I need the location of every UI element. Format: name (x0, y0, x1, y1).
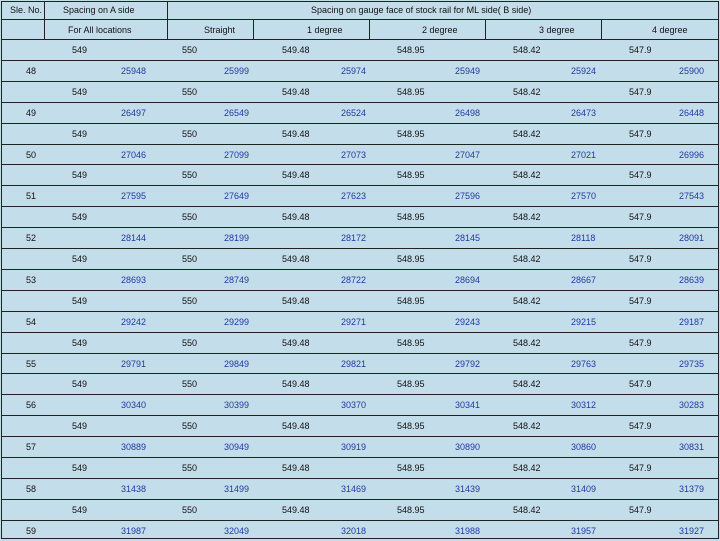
row-value: 27570 (571, 191, 597, 201)
row-mid-line (2, 311, 718, 312)
row-value: 28199 (224, 233, 250, 243)
row-value: 28693 (121, 275, 147, 285)
spacing-value: 548.95 (397, 87, 425, 97)
spacing-value: 547.9 (629, 463, 652, 473)
spacing-value: 549.48 (282, 338, 310, 348)
row-number: 54 (26, 317, 37, 327)
row-value: 30370 (341, 400, 367, 410)
row-number: 57 (26, 442, 37, 452)
row-value: 30949 (224, 442, 250, 452)
spacing-value: 548.42 (513, 45, 541, 55)
spacing-value: 549.48 (282, 505, 310, 515)
spacing-value: 548.42 (513, 87, 541, 97)
spacing-value: 549 (72, 296, 88, 306)
spacing-value: 548.42 (513, 170, 541, 180)
spacing-value: 550 (182, 45, 198, 55)
header-2-degree: 2 degree (422, 25, 458, 35)
row-line (2, 81, 718, 82)
row-line (2, 164, 718, 165)
row-mid-line (2, 60, 718, 61)
spacing-value: 548.42 (513, 129, 541, 139)
spacing-value: 549 (72, 212, 88, 222)
spacing-value: 548.95 (397, 505, 425, 515)
row-value: 31469 (341, 484, 367, 494)
spacing-value: 548.42 (513, 338, 541, 348)
row-line (2, 206, 718, 207)
spacing-value: 549.48 (282, 212, 310, 222)
spacing-value: 549.48 (282, 254, 310, 264)
spacing-value: 548.42 (513, 463, 541, 473)
spacing-value: 548.95 (397, 254, 425, 264)
row-value: 31409 (571, 484, 597, 494)
row-value: 29792 (455, 359, 481, 369)
spacing-value: 547.9 (629, 87, 652, 97)
row-line (2, 457, 718, 458)
spacing-value: 548.95 (397, 379, 425, 389)
spacing-value: 547.9 (629, 421, 652, 431)
row-value: 29849 (224, 359, 250, 369)
header-straight: Straight (204, 25, 236, 35)
spacing-value: 548.95 (397, 129, 425, 139)
spacing-value: 547.9 (629, 170, 652, 180)
row-value: 25948 (121, 66, 147, 76)
row-value: 31988 (455, 526, 481, 536)
row-value: 28722 (341, 275, 367, 285)
row-value: 30399 (224, 400, 250, 410)
row-value: 27623 (341, 191, 367, 201)
header-gauge-face: Spacing on gauge face of stock rail for ML side( B side) (311, 5, 532, 15)
spacing-value: 550 (182, 421, 198, 431)
row-mid-line (2, 144, 718, 145)
row-line (2, 499, 718, 500)
row-value: 27596 (455, 191, 481, 201)
row-mid-line (2, 436, 718, 437)
row-value: 30341 (455, 400, 481, 410)
spacing-value: 549 (72, 421, 88, 431)
row-value: 27543 (679, 191, 705, 201)
row-mid-line (2, 269, 718, 270)
spacing-value: 549 (72, 338, 88, 348)
row-mid-line (2, 394, 718, 395)
row-value: 32049 (224, 526, 250, 536)
spacing-value: 550 (182, 338, 198, 348)
spacing-value: 547.9 (629, 296, 652, 306)
row-number: 48 (26, 66, 37, 76)
spacing-value: 548.95 (397, 421, 425, 431)
row-value: 30340 (121, 400, 147, 410)
header-1-degree: 1 degree (307, 25, 343, 35)
row-value: 26996 (679, 150, 705, 160)
row-number: 56 (26, 400, 37, 410)
spacing-value: 548.42 (513, 212, 541, 222)
spacing-value: 547.9 (629, 379, 652, 389)
header-a-side: Spacing on A side (63, 5, 135, 15)
row-value: 26497 (121, 108, 147, 118)
row-line (2, 248, 718, 249)
spacing-value: 549.48 (282, 129, 310, 139)
spacing-value: 548.95 (397, 463, 425, 473)
row-value: 30831 (679, 442, 705, 452)
row-value: 29821 (341, 359, 367, 369)
header-all-locations: For All locations (68, 25, 132, 35)
spacing-value: 550 (182, 379, 198, 389)
row-value: 27099 (224, 150, 250, 160)
spacing-value: 548.95 (397, 296, 425, 306)
spacing-value: 549 (72, 170, 88, 180)
header-sr-no: Sle. No. (10, 5, 43, 15)
spacing-value: 547.9 (629, 254, 652, 264)
spacing-value: 547.9 (629, 338, 652, 348)
spacing-value: 548.95 (397, 212, 425, 222)
row-value: 28091 (679, 233, 705, 243)
row-value: 31438 (121, 484, 147, 494)
row-value: 29243 (455, 317, 481, 327)
row-value: 29791 (121, 359, 147, 369)
row-value: 29735 (679, 359, 705, 369)
spacing-value: 547.9 (629, 45, 652, 55)
row-line (2, 123, 718, 124)
row-value: 31379 (679, 484, 705, 494)
spacing-value: 549.48 (282, 45, 310, 55)
header-4-degree: 4 degree (652, 25, 688, 35)
row-value: 26498 (455, 108, 481, 118)
row-value: 31499 (224, 484, 250, 494)
row-value: 28172 (341, 233, 367, 243)
row-value: 30312 (571, 400, 597, 410)
row-value: 26473 (571, 108, 597, 118)
spacing-value: 549 (72, 254, 88, 264)
row-value: 25999 (224, 66, 250, 76)
spacing-value: 550 (182, 296, 198, 306)
spacing-value: 549 (72, 505, 88, 515)
row-value: 30919 (341, 442, 367, 452)
row-mid-line (2, 185, 718, 186)
row-number: 59 (26, 526, 37, 536)
row-value: 27649 (224, 191, 250, 201)
spacing-value: 547.9 (629, 505, 652, 515)
spacing-value: 550 (182, 463, 198, 473)
row-value: 29271 (341, 317, 367, 327)
row-value: 26448 (679, 108, 705, 118)
header-3-degree: 3 degree (539, 25, 575, 35)
header-bottom-line (2, 39, 718, 40)
col-line-1deg (369, 19, 370, 39)
row-value: 31439 (455, 484, 481, 494)
row-mid-line (2, 478, 718, 479)
row-value: 27021 (571, 150, 597, 160)
spacing-value: 548.42 (513, 296, 541, 306)
row-number: 51 (26, 191, 37, 201)
spacing-value: 548.42 (513, 379, 541, 389)
row-value: 28639 (679, 275, 705, 285)
row-value: 27595 (121, 191, 147, 201)
spacing-value: 549 (72, 379, 88, 389)
row-value: 31987 (121, 526, 147, 536)
spacing-value: 549.48 (282, 463, 310, 473)
row-number: 53 (26, 275, 37, 285)
header-divider (2, 19, 718, 20)
spacing-value: 548.95 (397, 45, 425, 55)
spacing-value: 550 (182, 170, 198, 180)
row-number: 50 (26, 150, 37, 160)
spacing-value: 549.48 (282, 87, 310, 97)
col-line-straight (253, 19, 254, 39)
row-value: 30890 (455, 442, 481, 452)
col-line-sr (44, 2, 45, 39)
row-line (2, 415, 718, 416)
row-mid-line (2, 227, 718, 228)
row-value: 27047 (455, 150, 481, 160)
row-mid-line (2, 102, 718, 103)
row-value: 25900 (679, 66, 705, 76)
row-value: 30889 (121, 442, 147, 452)
row-value: 28118 (571, 233, 596, 243)
row-mid-line (2, 520, 718, 521)
row-line (2, 332, 718, 333)
row-number: 52 (26, 233, 37, 243)
spacing-value: 549.48 (282, 421, 310, 431)
spacing-value: 549.48 (282, 170, 310, 180)
row-line (2, 373, 718, 374)
row-value: 28145 (455, 233, 481, 243)
spacing-value: 550 (182, 254, 198, 264)
col-line-a-side (167, 2, 168, 39)
row-value: 28749 (224, 275, 250, 285)
row-number: 49 (26, 108, 37, 118)
row-value: 31927 (679, 526, 705, 536)
spacing-value: 548.95 (397, 170, 425, 180)
spacing-value: 547.9 (629, 212, 652, 222)
row-value: 27073 (341, 150, 367, 160)
spacing-value: 549.48 (282, 296, 310, 306)
spacing-value: 550 (182, 505, 198, 515)
spacing-value: 550 (182, 129, 198, 139)
spacing-table (1, 1, 719, 539)
row-value: 26549 (224, 108, 250, 118)
spacing-value: 549 (72, 463, 88, 473)
row-value: 31957 (571, 526, 597, 536)
spacing-value: 549.48 (282, 379, 310, 389)
spacing-value: 548.42 (513, 505, 541, 515)
row-value: 25924 (571, 66, 597, 76)
spacing-value: 550 (182, 87, 198, 97)
row-value: 27046 (121, 150, 147, 160)
spacing-value: 548.95 (397, 338, 425, 348)
row-value: 32018 (341, 526, 367, 536)
row-value: 28694 (455, 275, 481, 285)
row-value: 26524 (341, 108, 367, 118)
spacing-value: 548.42 (513, 421, 541, 431)
row-value: 29299 (224, 317, 250, 327)
row-value: 25949 (455, 66, 481, 76)
spacing-value: 548.42 (513, 254, 541, 264)
spacing-value: 547.9 (629, 129, 652, 139)
spacing-value: 550 (182, 212, 198, 222)
row-value: 29242 (121, 317, 147, 327)
row-value: 29187 (679, 317, 705, 327)
spacing-value: 549 (72, 45, 88, 55)
row-value: 29215 (571, 317, 597, 327)
spacing-value: 549 (72, 129, 88, 139)
row-value: 30860 (571, 442, 597, 452)
spacing-value: 549 (72, 87, 88, 97)
row-mid-line (2, 353, 718, 354)
row-value: 25974 (341, 66, 367, 76)
col-line-3deg (601, 19, 602, 39)
row-number: 55 (26, 359, 37, 369)
row-value: 29763 (571, 359, 597, 369)
row-value: 28667 (571, 275, 597, 285)
row-number: 58 (26, 484, 37, 494)
row-value: 28144 (121, 233, 147, 243)
row-value: 30283 (679, 400, 705, 410)
col-line-2deg (485, 19, 486, 39)
row-line (2, 290, 718, 291)
